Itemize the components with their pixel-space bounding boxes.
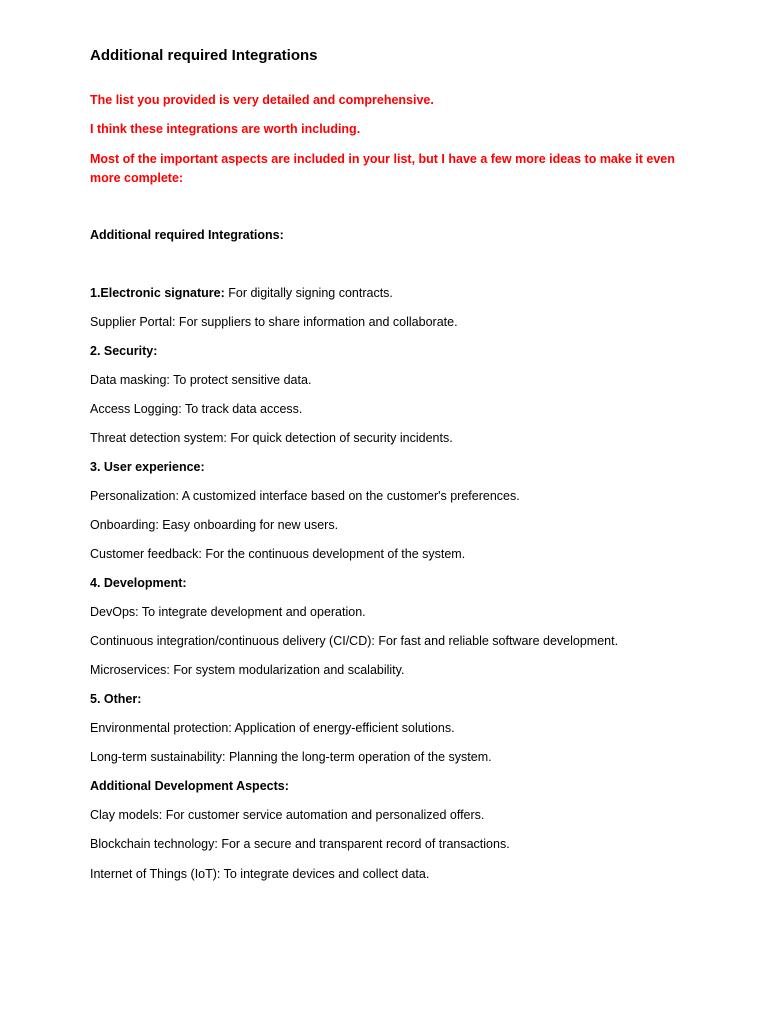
- section-3-heading: 3. User experience:: [90, 460, 205, 474]
- list-item: Environmental protection: Application of energy-efficient solutions.: [90, 721, 455, 735]
- section-6-heading: Additional Development Aspects:: [90, 779, 289, 793]
- list-item: Personalization: A customized interface based on the customer's preferences.: [90, 489, 520, 503]
- list-item: Access Logging: To track data access.: [90, 402, 303, 416]
- list-item: Blockchain technology: For a secure and transparent record of transactions.: [90, 837, 510, 851]
- section-1-heading: 1.Electronic signature:: [90, 286, 225, 300]
- subheading: Additional required Integrations:: [90, 228, 284, 242]
- section-5-heading: 5. Other:: [90, 692, 142, 706]
- list-item: Microservices: For system modularization and scalability.: [90, 663, 405, 677]
- list-item: Long-term sustainability: Planning the long-term operation of the system.: [90, 750, 492, 764]
- list-item: Continuous integration/continuous delivery (CI/CD): For fast and reliable software development.: [90, 634, 619, 648]
- list-item: Threat detection system: For quick detection of security incidents.: [90, 431, 453, 445]
- list-item: Onboarding: Easy onboarding for new users.: [90, 518, 339, 532]
- section-1-heading-line: [90, 286, 393, 300]
- intro-paragraph-1: The list you provided is very detailed and comprehensive.: [90, 93, 434, 107]
- section-1-heading-rest: For digitally signing contracts.: [224, 286, 393, 300]
- list-item: Supplier Portal: For suppliers to share information and collaborate.: [90, 315, 458, 329]
- list-item: Clay models: For customer service automation and personalized offers.: [90, 808, 485, 822]
- list-item: DevOps: To integrate development and operation.: [90, 605, 366, 619]
- section-2-heading: 2. Security:: [90, 344, 158, 358]
- document-title: Additional required Integrations: [90, 47, 318, 64]
- section-4-heading: 4. Development:: [90, 576, 187, 590]
- intro-paragraph-2: I think these integrations are worth including.: [90, 122, 361, 136]
- list-item: Internet of Things (IoT): To integrate devices and collect data.: [90, 867, 430, 881]
- list-item: Customer feedback: For the continuous development of the system.: [90, 547, 466, 561]
- intro-paragraph-3: Most of the important aspects are included in your list, but I have a few more ideas to make it even more complete:: [90, 152, 675, 185]
- list-item: Data masking: To protect sensitive data.: [90, 373, 312, 387]
